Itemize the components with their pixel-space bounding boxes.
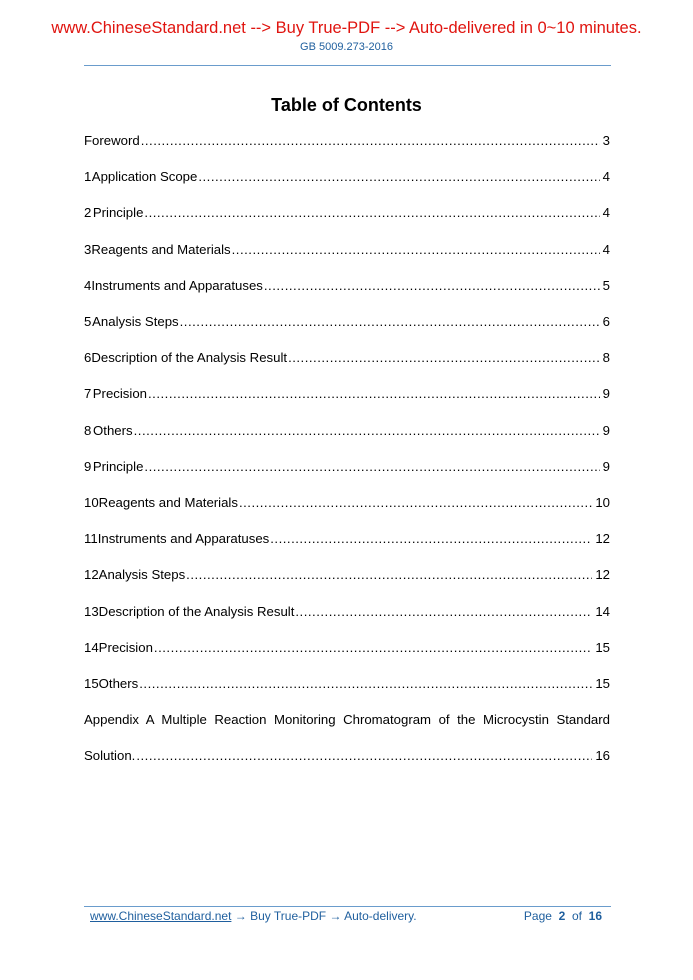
toc-appendix-label: Solution.: [84, 748, 136, 764]
toc-entry-page: 12: [595, 567, 610, 583]
toc-entry-number: 7: [84, 386, 92, 402]
toc-entry[interactable]: [84, 133, 610, 151]
toc-leader-dots: [134, 423, 600, 438]
toc-leader-dots: [198, 169, 599, 184]
toc-leader-dots: [141, 133, 600, 148]
toc-leader-dots: [232, 242, 600, 257]
toc-entry[interactable]: [84, 604, 610, 622]
page-total: 16: [588, 909, 602, 923]
toc-appendix-line1[interactable]: Appendix A Multiple Reaction Monitoring Chromatogram of the Microcystin Standard: [84, 712, 610, 728]
toc-entry-label: Precision: [98, 639, 153, 655]
page-current: 2: [558, 909, 566, 923]
toc-entry-label: Description of the Analysis Result: [91, 350, 288, 366]
toc-leader-dots: [180, 314, 600, 329]
toc-leader-dots: [139, 676, 592, 691]
toc-entry-number: 2: [84, 205, 92, 221]
toc-entry-label: Description of the Analysis Result: [98, 603, 295, 619]
page-number: [524, 909, 602, 923]
toc-entry-label: Others: [93, 422, 133, 438]
toc-entry-label: Analysis Steps: [98, 567, 186, 583]
toc-leader-dots: [186, 567, 592, 582]
toc-entry-label: Analysis Steps: [92, 314, 179, 329]
toc-appendix-line2[interactable]: [84, 748, 610, 766]
toc-entry[interactable]: [84, 205, 610, 223]
toc-entry-label: Precision: [92, 386, 148, 402]
header-divider: [84, 65, 611, 66]
toc-entry-page: 9: [602, 458, 610, 474]
footer-tagline: → Buy True-PDF → Auto-delivery.: [234, 909, 417, 923]
toc-entry-number: 5: [84, 314, 92, 329]
toc-title: Table of Contents: [271, 95, 422, 115]
toc-leader-dots: [288, 350, 600, 365]
toc-entry-label: Instruments and Apparatuses: [97, 531, 270, 547]
toc-entry-page: 9: [602, 386, 610, 402]
toc-entry[interactable]: [84, 169, 610, 187]
toc-leader-dots: [239, 495, 592, 510]
page-word: Page: [523, 909, 552, 923]
toc-leader-dots: [136, 748, 592, 763]
footer-divider: [84, 906, 611, 907]
toc-entry-page: 12: [595, 531, 610, 547]
toc-entry-number: 15: [84, 676, 99, 691]
toc-entry-label: Others: [98, 676, 139, 691]
page-of: of: [571, 909, 582, 923]
toc-entry-label: Foreword: [84, 133, 140, 148]
toc-entry-page: 5: [602, 277, 610, 293]
promo-banner[interactable]: www.ChineseStandard.net --> Buy True-PDF --> Auto-delivered in 0~10 minutes.: [51, 19, 642, 37]
toc-entry[interactable]: [84, 495, 610, 513]
toc-entry[interactable]: [84, 531, 610, 549]
toc-entry-page: 14: [595, 603, 610, 619]
toc-entry-number: 6: [84, 350, 92, 366]
toc-entry[interactable]: [84, 459, 610, 477]
toc-leader-dots: [148, 386, 600, 401]
toc-entry[interactable]: [84, 640, 610, 658]
toc-entry-page: 6: [602, 314, 610, 329]
toc-entry-label: Reagents and Materials: [98, 495, 238, 510]
toc-entry-page: 8: [602, 350, 610, 366]
document-code: GB 5009.273-2016: [300, 41, 393, 53]
toc-leader-dots: [144, 459, 599, 474]
footer-website-link[interactable]: www.ChineseStandard.net: [90, 909, 232, 923]
toc-entry[interactable]: [84, 242, 610, 260]
toc-entry[interactable]: [84, 423, 610, 441]
toc-entry-page: 9: [602, 422, 610, 438]
toc-entry-page: 4: [602, 241, 610, 257]
toc-entry-number: 1: [84, 169, 92, 185]
toc-entry-number: 4: [84, 277, 92, 293]
toc-leader-dots: [154, 640, 592, 655]
toc-entry-label: Application Scope: [91, 169, 198, 185]
toc-entry-page: 10: [595, 495, 610, 510]
toc-entry-number: 14: [84, 639, 99, 655]
toc-entry-number: 11: [84, 531, 98, 547]
toc-entry-number: 8: [84, 422, 92, 438]
toc-entry[interactable]: [84, 278, 610, 296]
toc-entry[interactable]: [84, 676, 610, 694]
toc-leader-dots: [270, 531, 592, 546]
toc-leader-dots: [295, 604, 592, 619]
toc-entry-label: Principle: [92, 458, 144, 474]
toc-entry-number: 12: [84, 567, 99, 583]
toc-leader-dots: [264, 278, 600, 293]
toc-entry-page: 15: [595, 676, 610, 691]
toc-entry-page: 15: [595, 639, 610, 655]
toc-leader-dots: [144, 205, 599, 220]
toc-entry[interactable]: [84, 350, 610, 368]
toc-entry-number: 9: [84, 458, 92, 474]
toc-entry-label: Instruments and Apparatuses: [91, 277, 263, 293]
toc-appendix-page: 16: [595, 748, 610, 764]
toc-entry-number: 13: [84, 603, 99, 619]
toc-entry-label: Reagents and Materials: [91, 241, 231, 257]
toc-entry-page: 3: [602, 133, 610, 148]
toc-entry-number: 10: [84, 495, 99, 510]
toc-entry-number: 3: [84, 241, 92, 257]
toc-entry-page: 4: [602, 169, 610, 185]
toc-entry[interactable]: [84, 567, 610, 585]
page-footer: [90, 909, 610, 923]
toc-entry-label: Principle: [92, 205, 144, 221]
toc-entry[interactable]: [84, 314, 610, 332]
toc-entry-page: 4: [602, 205, 610, 221]
toc-entry[interactable]: [84, 386, 610, 404]
